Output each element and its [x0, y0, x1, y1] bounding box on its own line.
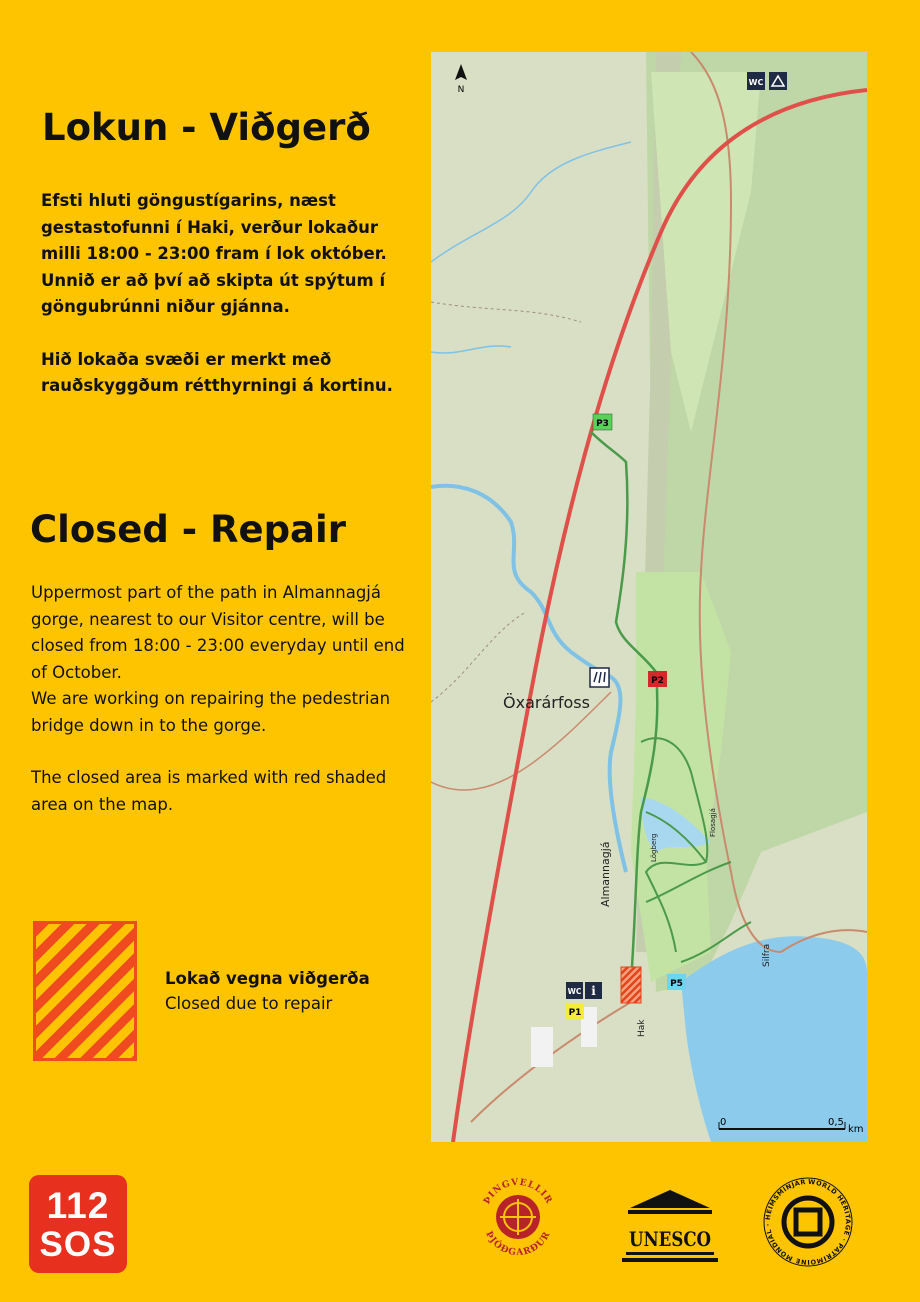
notice-english-paragraph: We are working on repairing the pedestrian bridge down in to the gorge. [31, 689, 391, 735]
notice-icelandic-paragraph: Hið lokaða svæði er merkt með rauðskyggðum rétthyrningi á kortinu. [41, 349, 393, 395]
waterfall-icon[interactable] [590, 668, 609, 687]
svg-text:N: N [457, 85, 465, 95]
emergency-sos: SOS [39, 1225, 117, 1264]
info-icon[interactable] [585, 982, 602, 999]
title-english: Closed - Repair [30, 508, 346, 551]
wc-icon[interactable] [747, 72, 765, 90]
thingvellir-logo [472, 1171, 564, 1263]
notice-icelandic [41, 188, 416, 400]
svg-text:0,5: 0,5 [828, 1117, 844, 1128]
parking-p2[interactable] [648, 671, 667, 687]
svg-text:P1: P1 [568, 1008, 582, 1018]
svg-text:0: 0 [720, 1117, 727, 1128]
parking-p5[interactable] [667, 974, 686, 990]
notice-english-paragraph: Uppermost part of the path in Almannagjá gorge, nearest to our Visitor centre, will be closed from 18:00 - 23:00 everyday until end of October. [31, 583, 405, 682]
closed-area-legend-swatch [33, 921, 137, 1061]
label-almannagja: Almannagjá [599, 841, 612, 907]
title-icelandic: Lokun - Viðgerð [42, 106, 371, 149]
parking-p3[interactable] [593, 414, 612, 430]
sos-icon [29, 1175, 127, 1273]
closed-area[interactable] [621, 967, 641, 1003]
svg-text:WORLD HERITAGE · PATRIMOINE MO: WORLD HERITAGE · PATRIMOINE MONDIAL · HEIMSMINJAR [763, 1177, 852, 1267]
svg-text:UNESCO: UNESCO [629, 1227, 711, 1251]
camping-icon[interactable] [769, 72, 787, 90]
emergency-number: 112 [46, 1185, 110, 1226]
label-hak: Hak [637, 1019, 647, 1037]
label-flosagja: Flosagjá [709, 808, 717, 837]
svg-text:P2: P2 [651, 676, 664, 686]
svg-text:km: km [848, 1124, 864, 1135]
lake [681, 936, 867, 1142]
parking-p1[interactable] [566, 1003, 584, 1019]
legend-label-icelandic: Lokað vegna viðgerða [165, 969, 370, 988]
svg-text:ÞJÓÐGARÐUR: ÞJÓÐGARÐUR [483, 1229, 553, 1259]
notice-english [31, 580, 411, 818]
label-oxararfoss: Öxarárfoss [503, 693, 590, 712]
wc-icon[interactable] [566, 982, 583, 999]
notice-english-paragraph: The closed area is marked with red shaded area on the map. [31, 768, 387, 814]
legend-label-english: Closed due to repair [165, 994, 333, 1013]
thingvellir-map[interactable] [431, 52, 867, 1142]
svg-text:i: i [591, 984, 596, 998]
label-silfra: Silfra [762, 943, 772, 967]
unesco-logo [620, 1186, 720, 1266]
svg-text:WC: WC [567, 987, 582, 996]
svg-text:ÞINGVELLIR: ÞINGVELLIR [482, 1177, 554, 1207]
svg-text:P5: P5 [670, 979, 683, 989]
label-logberg: Lögberg [650, 833, 658, 862]
legend-text [165, 966, 370, 1016]
svg-text:P3: P3 [596, 419, 609, 429]
parking-lot [531, 1027, 553, 1067]
svg-text:WC: WC [748, 78, 764, 87]
notice-icelandic-paragraph: Efsti hluti göngustígarins, næst gestastofunni í Haki, verður lokaður milli 18:00 - 23:00 fram í lok október. Unnið er að því að skipta út spýtum í göngubrúnni niður gjánna. [41, 191, 387, 316]
world-heritage-emblem [760, 1174, 856, 1270]
